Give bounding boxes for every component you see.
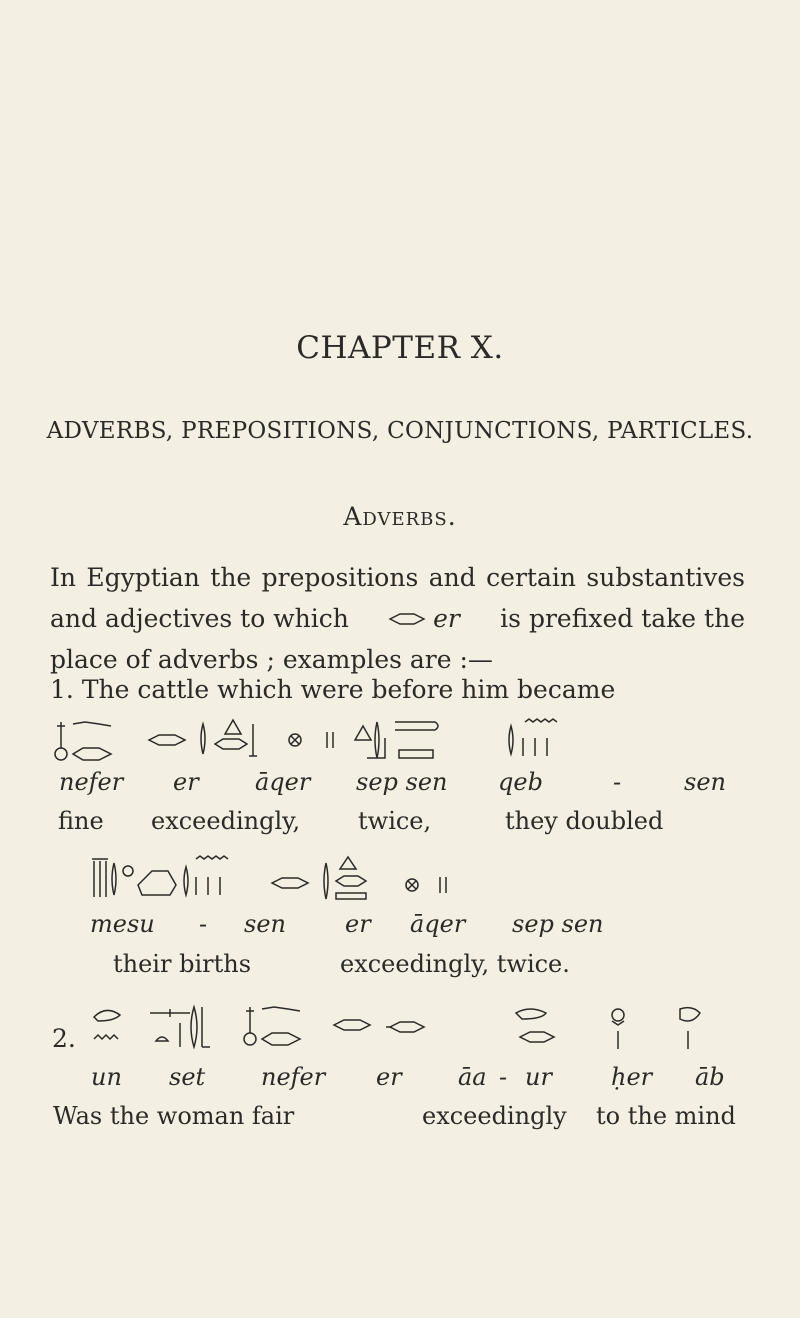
r3-translit-er: er — [376, 1063, 402, 1091]
hieroglyph-row-3 — [90, 1003, 750, 1051]
r2-translit-sen: sen — [244, 910, 286, 938]
r2-translit-er: er — [345, 910, 371, 938]
r2-translit-aqer: āqer — [410, 910, 466, 938]
r2-gloss-exceedingly-twice: exceedingly, twice. — [340, 950, 570, 978]
example-1-number: 1. — [50, 675, 74, 704]
mouth-glyph — [389, 613, 425, 625]
example-1-sentence — [50, 675, 615, 704]
r1-translit-qeb: qeb — [498, 768, 543, 796]
r1-translit-er: er — [173, 768, 199, 796]
r2-translit-mesu: mesu — [90, 910, 155, 938]
intro-paragraph — [50, 557, 745, 680]
intro-line-2-mid — [389, 598, 460, 639]
hieroglyph-row-2 — [90, 855, 690, 903]
intro-line-2b: is prefixed take the — [500, 604, 745, 633]
r1-gloss-exceedingly: exceedingly, — [151, 807, 301, 835]
r3-translit-nefer: nefer — [261, 1063, 326, 1091]
r2-translit-dash: - — [199, 910, 208, 938]
r3-translit-her: ḥer — [611, 1063, 653, 1091]
intro-er: er — [433, 604, 460, 633]
chapter-subtitle: ADVERBS, PREPOSITIONS, CONJUNCTIONS, PARTICLES. — [46, 418, 754, 444]
hieroglyph-row-1 — [55, 718, 755, 764]
r1-translit-sen: sen — [684, 768, 726, 796]
chapter-title: CHAPTER X. — [296, 330, 504, 366]
r1-gloss-fine: fine — [58, 807, 104, 835]
section-title: Adverbs. — [343, 502, 457, 531]
example-1-text: The cattle which were before him became — [81, 675, 616, 704]
r3-translit-ab: āb — [695, 1063, 725, 1091]
r3-translit-dash: - — [499, 1063, 508, 1091]
intro-line-2a: and adjectives to which — [50, 604, 349, 633]
r2-translit-sep-sen: sep sen — [512, 910, 604, 938]
r2-gloss-their-births: their births — [113, 950, 252, 978]
r1-gloss-they-doubled: they doubled — [505, 807, 664, 835]
example-2-number: 2. — [52, 1024, 76, 1053]
intro-line-1: In Egyptian the prepositions and certain substantives — [50, 563, 745, 592]
r1-translit-nefer: nefer — [59, 768, 124, 796]
r1-translit-sep-sen: sep sen — [356, 768, 448, 796]
r3-translit-ur: ur — [525, 1063, 552, 1091]
r1-gloss-twice: twice, — [358, 807, 432, 835]
r3-translit-set: set — [169, 1063, 206, 1091]
intro-line-2 — [50, 598, 745, 639]
r3-translit-aa: āa — [458, 1063, 487, 1091]
r3-gloss-to-the-mind: to the mind — [596, 1102, 736, 1130]
r3-translit-un: un — [91, 1063, 122, 1091]
intro-line-3: place of adverbs ; examples are :— — [50, 645, 493, 674]
r3-gloss-was-the-woman-fair: Was the woman fair — [53, 1102, 295, 1130]
r1-translit-aqer: āqer — [255, 768, 311, 796]
r1-translit-dash: - — [613, 768, 622, 796]
r3-gloss-exceedingly: exceedingly — [422, 1102, 567, 1130]
